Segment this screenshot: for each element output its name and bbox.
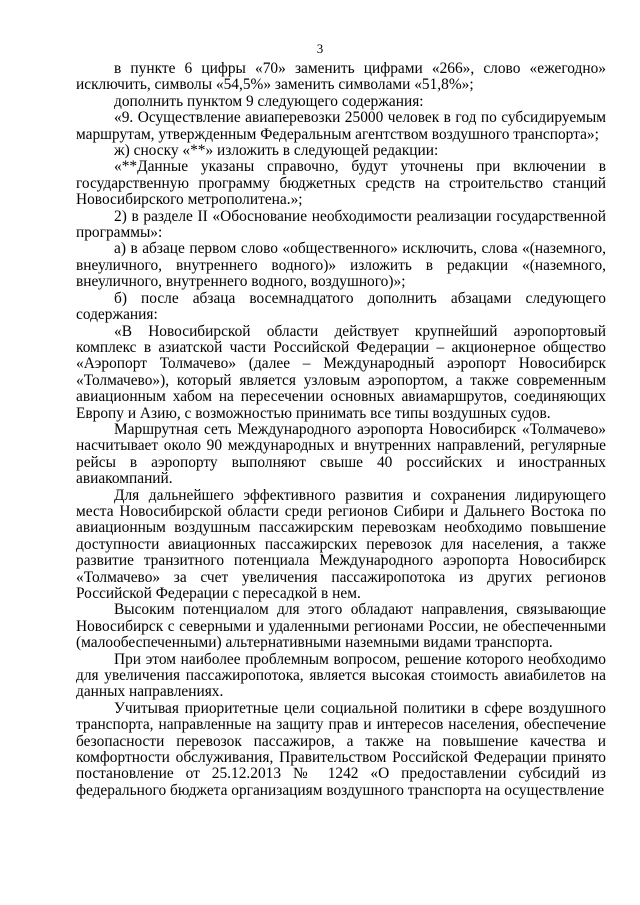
paragraph-11: Для дальнейшего эффективного развития и сохранения лидирующего места Новосибирской области среди регионов Сибири и Дальнего Востока по авиационным воздушным пассажирским перевозкам необходимо повышение доступности авиационных пассажирских перевозок для населения, а также развитие транзитного потенциала Международного аэропорта Новосибирск «Толмачево» за счет увеличения пассажиропотока из других регионов Российской Федерации с пересадкой в нем.	[76, 486, 606, 602]
paragraph-13: При этом наиболее проблемным вопросом, решение которого необходимо для увеличения пассажиропотока, является высокая стоимость авиабилетов на данных направлениях.	[76, 650, 606, 701]
document-body	[76, 61, 606, 799]
paragraph-8: б) после абзаца восемнадцатого дополнить абзацами следующего содержания:	[76, 289, 606, 324]
paragraph-5: «**Данные указаны справочно, будут уточнены при включении в государственную программу бюджетных средств на строительство станций Новосибирского метрополитена.»;	[76, 158, 606, 209]
paragraph-3: «9. Осуществление авиаперевозки 25000 человек в год по субсидируемым маршрутам, утвержденным Федеральным агентством воздушного транспорта»;	[76, 109, 606, 143]
paragraph-1: в пункте 6 цифры «70» заменить цифрами «266», слово «ежегодно» исключить, символы «54,5%» заменить символами «51,8%»;	[76, 60, 606, 94]
paragraph-2: дополнить пунктом 9 следующего содержания:	[114, 92, 424, 110]
paragraph-4: ж) сноску «**» изложить в следующей редакции:	[114, 142, 439, 160]
page-number: 3	[316, 41, 324, 56]
paragraph-6: 2) в разделе II «Обоснование необходимости реализации государственной программы»:	[76, 207, 606, 242]
paragraph-10: Маршрутная сеть Международного аэропорта Новосибирск «Толмачево» насчитывает около 90 международных и внутренних направлений, регулярные рейсы в аэропорту выполняют свыше 40 российских и иностранных авиакомпаний.	[76, 420, 606, 488]
paragraph-12: Высоким потенциалом для этого обладают направления, связывающие Новосибирск с северными и удаленными регионами России, не обеспеченными (малообеспеченными) альтернативными наземными видами транспорта.	[76, 601, 606, 652]
paragraph-9: «В Новосибирской области действует крупнейший аэропортовый комплекс в азиатской части Российской Федерации – акционерное общество «Аэропорт Толмачево» (далее – Международный аэропорт Новосибирск «Толмачево»), который является узловым аэропортом, а также современным авиационным хабом на пересечении основных авиамаршрутов, соединяющих Европу и Азию, с возможностью принимать все типы воздушных судов.	[76, 322, 606, 422]
paragraph-7: а) в абзаце первом слово «общественного» исключить, слова «(наземного, внеуличного, внутреннего водного)» изложить в редакции «(наземного, внеуличного, внутреннего водного, воздушного)»;	[76, 240, 606, 291]
paragraph-14: Учитывая приоритетные цели социальной политики в сфере воздушного транспорта, направленные на защиту прав и интересов населения, обеспечение безопасности перевозок пассажиров, а также на повышение качества и комфортности обслуживания, Правительством Российской Федерации принято постановление от 25.12.2013 № 1242 «О предоставлении субсидий из федерального бюджета организациям воздушного транспорта на осуществление	[76, 699, 606, 799]
